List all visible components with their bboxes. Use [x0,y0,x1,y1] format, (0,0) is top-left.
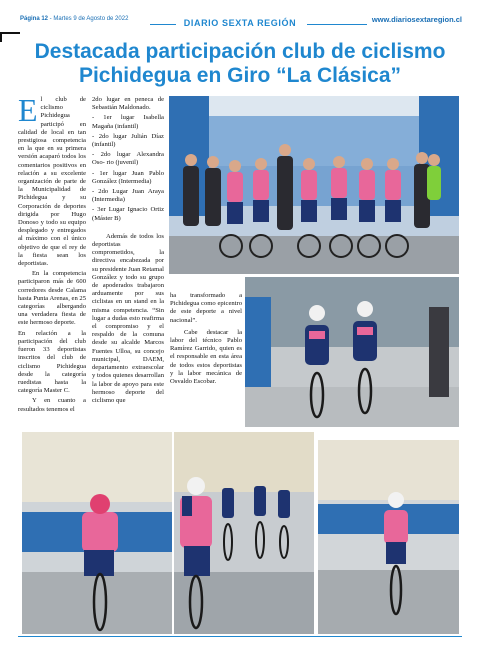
result-item: - 3er Lugar Ignacio Ortiz (Máster B) [92,206,164,222]
single-rider-photo [318,440,459,634]
page-number: Página 12 [20,16,49,22]
paragraph: En la competencia participaron más de 600 corredores desde Calama hasta Punta Arenas, en 25 categorías albergando una verdadera fiesta de este hermoso deporte. [18,270,86,327]
newspaper-name: DIARIO SEXTA REGIÓN [183,18,297,28]
header-rule-right [307,24,367,25]
intro-paragraph: El club de ciclismo Pichidegua participó en calidad de local en tan prestigiosa competencia en la que en su primera versión acaparó todos los comentarios positivos en relación a su excelente organización de parte de la Municipalidad de Pichidegua y su Corporación de deportes dirigida por Hugo Donoso y todo su equipo desplegado y entregados al máximo con el único objetivo de que el rey de la fiesta sean los deportistas. [18,92,86,268]
paragraph: ha transformado a Pichidegua como epicentro de este deporte a nivel nacional”. [170,292,242,324]
drop-cap: E [18,92,38,128]
issue-date: - Martes 9 de Agosto de 2022 [48,16,129,22]
article-headline [10,40,470,88]
headline-line-1: Destacada participación club de ciclismo [34,40,446,63]
paragraph: Y en cuanto a resultados tenemos el [18,397,86,413]
article-column-3 [170,292,242,388]
pink-jersey-rider-photo [22,432,172,634]
headline-line-2: Pichidegua en Giro “La Clásica” [78,64,402,87]
result-item: - 1er lugar Isabella Magaña (infantil) [92,114,164,130]
website-link[interactable]: www.diariosextaregion.cl [371,15,462,24]
paragraph: Además de todos los deportistas comprometidos, la directiva encabezada por su presidente Juan Retamal González y todo su grupo de apoderados trabajaron arduamente por sus ciclistas en un stand en la misma competencia. “Sin lugar a dudas esto reafirma el compromiso y el respaldo de la comuna desde su alcalde Marcos Fuentes Ulloa, su concejo municipal, DAEM, departamento extraescolar y todos quienes desarrollan la labor de apoyo para este hermoso deporte del ciclismo que [92,232,164,404]
result-item: - 2do Lugar Juan Araya (Intermedia) [92,188,164,204]
article-column-2 [92,96,164,407]
result-item: 2do lugar en peneca de Sebastián Maldonado. [92,96,164,112]
result-item: - 1er lugar Juan Pablo González (Intermedia) [92,169,164,185]
paragraph: En relación a la participación del club fueron 33 deportistas inscritos del club de ciclismo Pichidegua desde la categoría ruedistas hasta la categoría Master C. [18,329,86,395]
team-group-photo [169,96,459,274]
peloton-photo [174,432,314,634]
paragraph: Cabe destacar la labor del técnico Pablo Ramírez Garrido, quien es el responsable en esta área de todos estos deportistas y la labor mecánica de Osvaldo Escobar. [170,328,242,386]
riders-race-photo [245,277,459,427]
article-column-1 [18,92,86,416]
page-header [0,0,480,40]
result-item: - 2do lugar Julián Díaz (infantil) [92,132,164,149]
footer-rule [18,636,462,637]
result-item: - 2do lugar Alexandra Oso- rio (juvenil) [92,151,164,167]
